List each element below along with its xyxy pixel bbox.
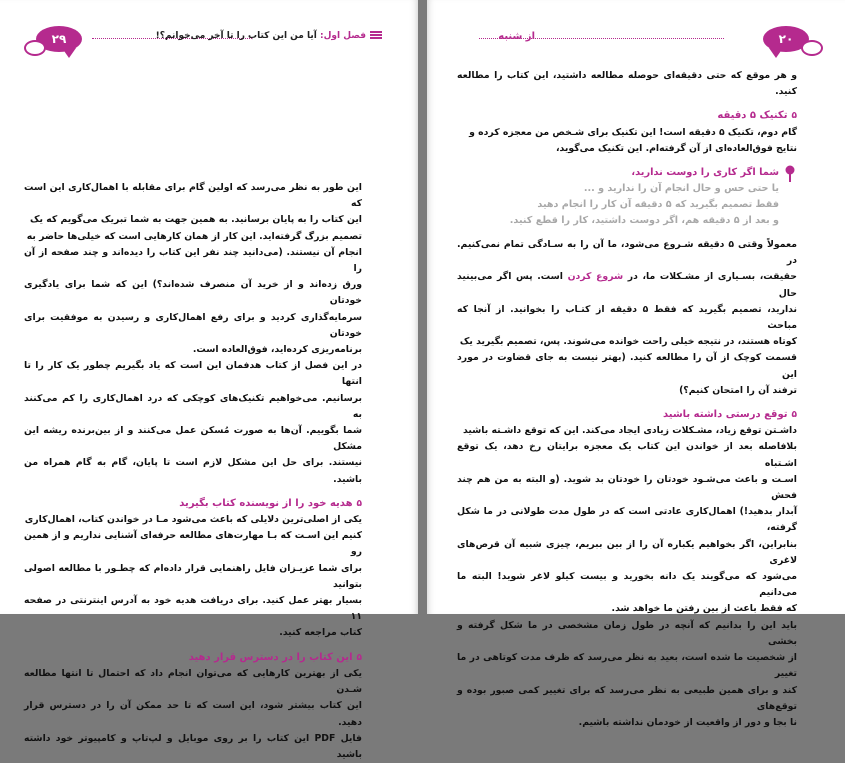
page-number: ۲۰ <box>778 32 794 46</box>
body-line: نا بجا و دور از واقعیت از خودمان نداشته باشیم. <box>578 716 797 728</box>
chapter-title: آیا من این کتاب را تا آخر می‌خوانم؟! <box>155 31 317 41</box>
section-heading <box>457 407 797 423</box>
section-bullet-icon: ۵ <box>791 410 797 421</box>
bubble-tail <box>62 48 76 58</box>
menu-bars-icon <box>370 31 382 39</box>
body-line: بسیار بهتر عمل کنید. برای دریافت هدیه خود به آدرس اینترنتی در صفحه ۱۱ <box>24 595 362 623</box>
highlight-line: و بعد از ۵ دقیقه هم، اگر دوست داشتید، کار را قطع کنید. <box>509 215 779 227</box>
body-line: این کتاب بیشتر شود، این است که تا حد ممکن آن را در دسترس قرار دهید. <box>24 700 362 728</box>
body-line: داشـتن توقع زیاد، مشـکلات زیادی ایجاد می‌کند. این که توقع داشـته باشید <box>462 425 797 437</box>
body-line: فایل PDF این کتاب را بر روی موبایل و لپ‌تاپ و کامپیوتر خود داشته باشید <box>24 732 362 760</box>
pushpin-icon <box>783 165 797 183</box>
bubble-decoration-icon <box>24 40 46 56</box>
body-line: ترفند آن را امتحان کنیم؟) <box>679 384 797 396</box>
section-title: تکنیک ۵ دقیقه <box>717 110 788 122</box>
body-line: گام دوم، تکنیک ۵ دقیقه است! این تکنیک برای شـخص من معجزه کرده و <box>469 126 797 138</box>
section-bullet-icon: ۵ <box>791 111 797 122</box>
body-line: حقیقت، بسـیاری از مشـکلات ما، در شروع کردن است. پس اگر می‌بینید حال <box>457 271 797 299</box>
body-line: کوتاه هستند، در نتیجه خیلی راحت خوانده می‌شوند. پس، تصمیم بگیرید یک <box>459 336 797 348</box>
body-line: کند و برای همین طبیعی به نظر می‌رسد که برای تغییر کمی صبور بوده و توقع‌های <box>457 684 797 712</box>
body-line: نیستند. برای حل این مشکل لازم است تا پایان، گام به گام همراه من باشید. <box>24 457 362 485</box>
section-heading <box>457 108 797 124</box>
body-line: برای شما عزیـزان فایل راهنمایی قرار داده‌ام که چطـور با مطالعه اصولی بتوانید <box>24 562 362 590</box>
book-header <box>498 31 535 42</box>
body-line: از شخصیت ما شده است، بعید به نظر می‌رسد که ظرف مدت کوتاهی در ما تغییر <box>457 652 797 680</box>
body-line: کنیم این اسـت که بـا مهارت‌های مطالعه حرفه‌ای آشنایی نداریم و از همین رو <box>24 530 362 558</box>
body-line: برنامه‌ریزی کرده‌اید، فوق‌العاده است. <box>192 344 362 356</box>
right-page <box>427 0 845 728</box>
section-title: هدیه خود را از نویسنده کتاب بگیرید <box>179 497 353 509</box>
chapter-label: فصل اول: <box>319 31 366 41</box>
book-title: از شنبه <box>498 31 535 42</box>
body-line: بلافاصله بعد از خواندن این کتاب یک معجزه برایتان رخ دهد، یک توقع اشـتباه <box>457 441 797 469</box>
body-line: قسمت کوچک از آن را مطالعه کنید. (بهتر نیست به جای قضاوت در مورد این <box>457 352 797 380</box>
page-number: ۲۹ <box>51 32 67 46</box>
section-title: این کتاب را در دسترس قرار دهید <box>188 651 353 663</box>
body-line: باید این را بدانیم که آنچه در طول زمان مشخصی در ما شکل گرفته و بخشی <box>457 619 797 647</box>
body-line: اسـت و باعث می‌شـود خودتان را خودتان بد شوید. (و البته به من هم چند فحش <box>457 473 797 502</box>
body-line: و هر موقع که حتی دقیقه‌ای حوصله مطالعه داشتید، این کتاب را مطالعه کنید. <box>457 70 797 98</box>
body-line: یکی از بهترین کارهایی که می‌توان انجام داد که احتمال تا انتها مطالعه شـدن <box>24 667 362 696</box>
left-page <box>0 0 418 760</box>
body-line: برسانیم. می‌خواهیم تکنیک‌های کوچکی که درد اهمال‌کاری را کم می‌کنند به <box>24 392 362 420</box>
chapter-header <box>156 31 366 41</box>
highlight-title: شما اگر کاری را دوست ندارید، <box>631 167 779 179</box>
section-bullet-icon: ۵ <box>356 652 362 663</box>
body-line: ورق زده‌اند و از خرید آن منصرف شده‌اند؟) این که شما برای یادگیری خودتان <box>24 279 362 307</box>
body-line: انجام آن نیستند. (می‌دانید چند نفر این کتاب را دیده‌اند و چند صفحه از آن را <box>24 246 362 275</box>
body-line: ندارید، تصمیم بگیرید که فقط ۵ دقیقه از کتـاب را بخوانید. از آنجا که مباحث <box>457 303 798 332</box>
left-body <box>24 180 362 763</box>
section-title: توقع درستی داشته باشید <box>662 409 788 421</box>
body-line: آبدار بدهید!) اهمال‌کاری عادتی است که در طول مدت طولانی در ما شکل گرفته، <box>457 506 797 534</box>
body-line: تصمیم بزرگ گرفته‌اید. این کار از همان کارهایی است که خیلی‌ها حاضر به <box>26 230 362 242</box>
highlight-line: یا حتی حس و حال انجام آن را ندارید و ... <box>583 183 779 195</box>
body-line: نتایج فوق‌العاده‌ای از آن گرفته‌ام. این تکنیک می‌گوید، <box>556 142 797 154</box>
body-line: معمولاً وقتی ۵ دقیقه شـروع می‌شود، ما آن را به سـادگی تمام نمی‌کنیم. در <box>457 239 797 267</box>
highlight-line: فقط تصمیم بگیرید که ۵ دقیقه آن کار را انجام دهید <box>537 199 779 211</box>
body-line: می‌شود که می‌گویند یک دانه بخورید و بیست کیلو لاغر شوید! البته ما می‌دانیم <box>457 571 797 599</box>
body-line: بنابراین، اگر بخواهیم یکباره آن را از بین ببریم، چیزی شبیه آن قرص‌های لاغری <box>457 538 797 566</box>
body-line: که فقط باعث از بین رفتن ما خواهد شد. <box>611 603 797 615</box>
section-heading <box>24 496 362 512</box>
highlight-box <box>457 165 779 229</box>
section-heading <box>24 650 362 666</box>
body-line: این کتاب را به پایان برسانید. به همین جهت به شما تبریک می‌گویم که یک <box>29 214 362 226</box>
bubble-tail <box>769 48 783 58</box>
right-body <box>457 68 797 731</box>
body-line: کتاب مراجعه کنید. <box>279 627 362 639</box>
body-line: این طور به نظر می‌رسد که اولین گام برای مقابله با اهمال‌کاری این است که <box>24 182 362 210</box>
body-line: شما بگوییم. آن‌ها به صورت مُسکن عمل می‌کنند و از بین‌برنده ریشه این مشکل <box>24 425 362 453</box>
highlighted-phrase: شروع کردن <box>567 271 624 283</box>
body-line: یکی از اصلی‌ترین دلایلی که باعث می‌شود مـا در خواندن کتاب، اهمال‌کاری <box>24 514 362 526</box>
section-bullet-icon: ۵ <box>356 498 362 509</box>
body-line: در این فصل از کتاب هدفمان این است که یاد بگیریم چطور یک کار را تا انتها <box>24 360 362 388</box>
body-line: سرمایه‌گذاری کردید و برای رفع اهمال‌کاری و رسیدن به موفقیت برای خودتان <box>24 311 362 339</box>
bubble-decoration-icon <box>801 40 823 56</box>
